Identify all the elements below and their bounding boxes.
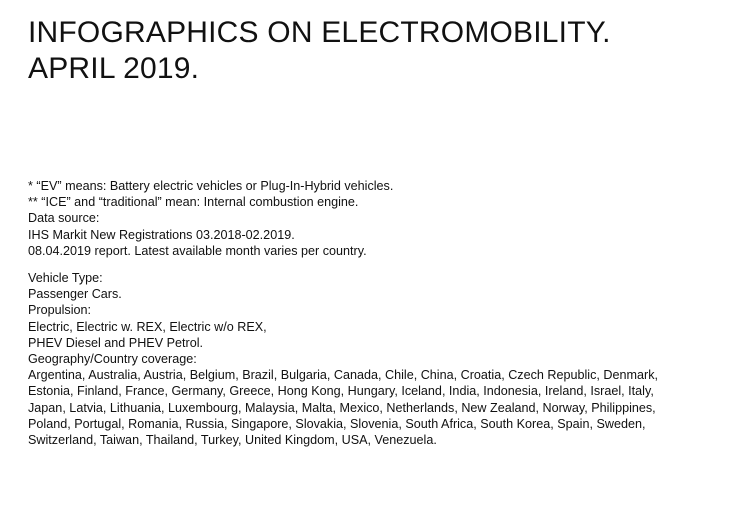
footnotes bbox=[28, 178, 728, 210]
geography-line-3: Japan, Latvia, Lithuania, Luxembourg, Malaysia, Malta, Mexico, Netherlands, New Zealand, Norway, Philippines, bbox=[28, 400, 656, 415]
geography-line-2: Estonia, Finland, France, Germany, Greece, Hong Kong, Hungary, Iceland, India, Indonesia, Ireland, Israel, Italy, bbox=[28, 384, 654, 399]
page-title bbox=[28, 15, 728, 87]
document-page bbox=[28, 0, 728, 448]
vehicle-type-block bbox=[28, 270, 728, 302]
geography-label: Geography/Country coverage: bbox=[28, 352, 197, 367]
vehicle-type-label: Vehicle Type: bbox=[28, 271, 103, 286]
data-source-block bbox=[28, 210, 728, 259]
geography-block bbox=[28, 351, 728, 448]
title-line-1: INFOGRAPHICS ON ELECTROMOBILITY. bbox=[28, 16, 611, 49]
vehicle-type-value: Passenger Cars. bbox=[28, 287, 122, 302]
notes-section bbox=[28, 178, 728, 448]
propulsion-line-2: PHEV Diesel and PHEV Petrol. bbox=[28, 335, 203, 350]
propulsion-line-1: Electric, Electric w. REX, Electric w/o REX, bbox=[28, 319, 267, 334]
geography-line-4: Poland, Portugal, Romania, Russia, Singapore, Slovakia, Slovenia, South Africa, South Korea, Spain, Sweden, bbox=[28, 416, 646, 431]
footnote-ev: * “EV” means: Battery electric vehicles or Plug-In-Hybrid vehicles. bbox=[28, 179, 394, 193]
data-source-line-1: IHS Markit New Registrations 03.2018-02.2019. bbox=[28, 227, 295, 242]
data-source-label: Data source: bbox=[28, 211, 100, 226]
propulsion-label: Propulsion: bbox=[28, 303, 92, 318]
geography-line-5: Switzerland, Taiwan, Thailand, Turkey, United Kingdom, USA, Venezuela. bbox=[28, 433, 437, 448]
geography-line-1: Argentina, Australia, Austria, Belgium, Brazil, Bulgaria, Canada, Chile, China, Croatia, Czech Republic, Denmark, bbox=[28, 368, 658, 383]
title-line-2: APRIL 2019. bbox=[28, 52, 200, 85]
data-source-line-2: 08.04.2019 report. Latest available month varies per country. bbox=[28, 243, 367, 258]
propulsion-block bbox=[28, 302, 728, 351]
footnote-ice: ** “ICE” and “traditional” mean: Internal combustion engine. bbox=[28, 195, 359, 210]
